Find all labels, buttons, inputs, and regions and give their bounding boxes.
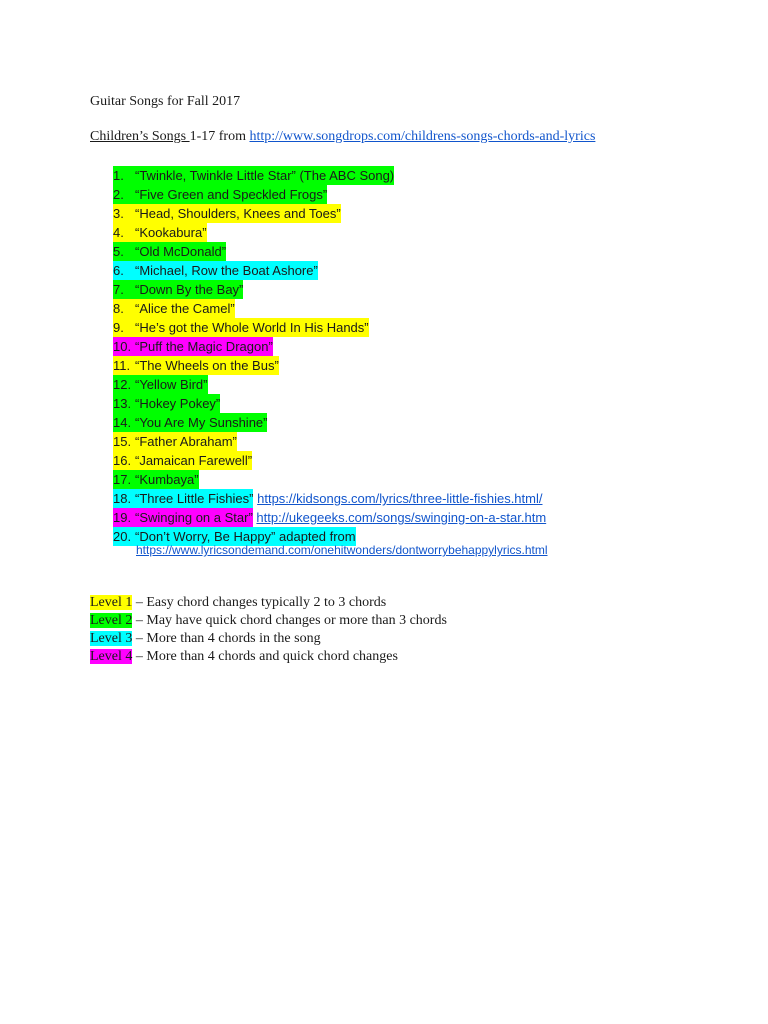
song-item: [113, 451, 546, 470]
song-number: 2.: [113, 187, 124, 202]
song-item: [113, 166, 546, 185]
song-number: 3.: [113, 206, 124, 221]
song-title: “Down By the Bay”: [135, 282, 244, 297]
songdrops-link[interactable]: http://www.songdrops.com/childrens-songs-chords-and-lyrics: [249, 129, 596, 144]
song-highlight: [113, 261, 318, 280]
song-item: [113, 318, 546, 337]
song-item: [113, 185, 546, 204]
song-highlight: [113, 204, 341, 223]
song-item: [113, 261, 546, 280]
song-number: 5.: [113, 244, 124, 259]
song-highlight: [113, 318, 369, 337]
song-item: [113, 432, 546, 451]
song-number: 20.: [113, 529, 132, 544]
song-highlight: [113, 280, 243, 299]
legend-item: [90, 630, 447, 648]
song-item: [113, 489, 546, 508]
song-item: [113, 413, 546, 432]
song-title: “Old McDonald”: [135, 244, 227, 259]
song-title: “You Are My Sunshine”: [135, 415, 268, 430]
song-item: [113, 375, 546, 394]
legend-item: [90, 648, 447, 666]
song-number: 19.: [113, 510, 132, 525]
legend-description: – Easy chord changes typically 2 to 3 chords: [132, 595, 387, 610]
song-list: [113, 166, 546, 546]
song-highlight: [113, 413, 267, 432]
song-title: “Puff the Magic Dragon”: [135, 339, 273, 354]
level-legend: [90, 594, 447, 666]
song-title: “Father Abraham”: [135, 434, 237, 449]
legend-level: Level 4: [90, 649, 133, 664]
song-title: “Twinkle, Twinkle Little Star” (The ABC Song): [135, 168, 395, 183]
song-item: [113, 280, 546, 299]
song-number: 10.: [113, 339, 132, 354]
song-title: “Head, Shoulders, Knees and Toes”: [135, 206, 341, 221]
song-20-source-link[interactable]: https://www.lyricsondemand.com/onehitwonders/dontworrybehappylyrics.html: [136, 543, 548, 557]
legend-description: – May have quick chord changes or more than 3 chords: [132, 613, 447, 628]
legend-description: – More than 4 chords and quick chord changes: [132, 649, 398, 664]
song-number: 12.: [113, 377, 132, 392]
song-lyrics-link[interactable]: http://ukegeeks.com/songs/swinging-on-a-star.htm: [256, 510, 547, 525]
song-highlight: [113, 356, 279, 375]
song-item: [113, 356, 546, 375]
song-lyrics-link[interactable]: https://kidsongs.com/lyrics/three-little-fishies.html/: [257, 491, 543, 506]
song-title: “He’s got the Whole World In His Hands”: [135, 320, 369, 335]
song-highlight: [113, 166, 394, 185]
song-title: “Five Green and Speckled Frogs”: [135, 187, 328, 202]
song-number: 15.: [113, 434, 132, 449]
song-number: 17.: [113, 472, 132, 487]
document-title: Guitar Songs for Fall 2017: [90, 94, 241, 109]
song-item: [113, 204, 546, 223]
song-highlight: [113, 489, 253, 508]
song-number: 7.: [113, 282, 124, 297]
song-item: [113, 394, 546, 413]
song-title: “Yellow Bird”: [135, 377, 208, 392]
song-number: 13.: [113, 396, 132, 411]
song-title: “The Wheels on the Bus”: [135, 358, 279, 373]
song-highlight: [113, 451, 252, 470]
song-item: [113, 242, 546, 261]
song-highlight: [113, 299, 235, 318]
song-title: “Don’t Worry, Be Happy” adapted from: [135, 529, 356, 544]
song-number: 6.: [113, 263, 124, 278]
song-item: [113, 223, 546, 242]
song-highlight: [113, 375, 208, 394]
song-highlight: [113, 337, 273, 356]
song-highlight: [113, 470, 199, 489]
song-title: “Swinging on a Star”: [135, 510, 253, 525]
song-title: “Three Little Fishies”: [135, 491, 254, 506]
legend-item: [90, 594, 447, 612]
song-highlight: [113, 242, 226, 261]
song-highlight: [113, 432, 237, 451]
intro-line: [90, 129, 595, 145]
song-highlight: [113, 508, 253, 527]
song-number: 18.: [113, 491, 132, 506]
song-title: “Michael, Row the Boat Ashore”: [135, 263, 318, 278]
legend-level: Level 3: [90, 631, 133, 646]
song-number: 1.: [113, 168, 124, 183]
legend-description: – More than 4 chords in the song: [132, 631, 321, 646]
song-highlight: [113, 223, 207, 242]
legend-level: Level 1: [90, 595, 133, 610]
song-number: 8.: [113, 301, 124, 316]
intro-range: 1-17 from: [189, 129, 250, 144]
legend-level: Level 2: [90, 613, 133, 628]
song-number: 11.: [113, 358, 131, 373]
song-title: “Kookabura”: [135, 225, 207, 240]
song-number: 16.: [113, 453, 132, 468]
song-item: [113, 508, 546, 527]
song-title: “Kumbaya”: [135, 472, 199, 487]
song-title: “Jamaican Farewell”: [135, 453, 253, 468]
song-item: [113, 470, 546, 489]
intro-label: Children’s Songs: [90, 129, 190, 144]
song-highlight: [113, 185, 327, 204]
song-number: 14.: [113, 415, 132, 430]
song-highlight: [113, 394, 220, 413]
song-number: 9.: [113, 320, 124, 335]
legend-item: [90, 612, 447, 630]
song-item: [113, 337, 546, 356]
song-number: 4.: [113, 225, 124, 240]
song-title: “Alice the Camel”: [135, 301, 235, 316]
song-item: [113, 299, 546, 318]
song-title: “Hokey Pokey”: [135, 396, 221, 411]
